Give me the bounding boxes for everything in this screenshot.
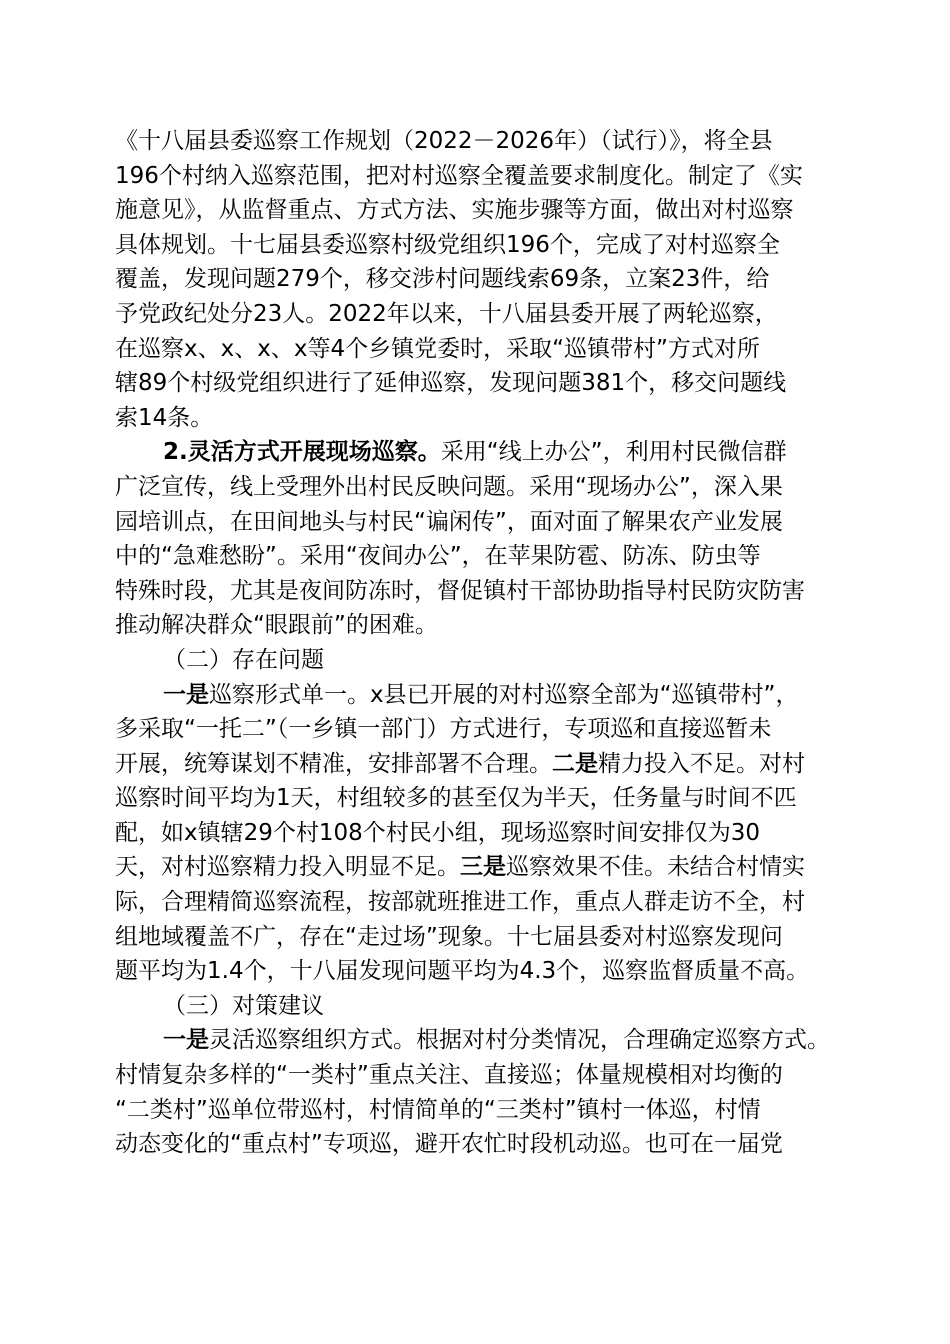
paragraph-start-line xyxy=(115,678,843,713)
text-line: 组地域覆盖不广，存在“走过场”现象。十七届县委对村巡察发现问 xyxy=(115,923,783,950)
bold-lead-text: 一是 xyxy=(163,681,209,708)
text-line: 具体规划。十七届县委巡察村级党组织196个，完成了对村巡察全 xyxy=(115,231,780,258)
bold-lead-text: 一是 xyxy=(163,1027,209,1054)
text-line: 中的“急难愁盼”。采用“夜间办公”，在苹果防雹、防冻、防虫等 xyxy=(115,543,761,570)
section-heading: （三）对策建议 xyxy=(163,992,324,1019)
section-heading: （二）存在问题 xyxy=(163,646,324,673)
text-line xyxy=(115,850,843,885)
bold-lead-text: 三是 xyxy=(460,854,506,881)
text-line: 覆盖，发现问题279个，移交涉村问题线索69条，立案23件，给 xyxy=(115,266,770,293)
text-line: 巡察时间平均为1天，村组较多的甚至仅为半天，任务量与时间不匹 xyxy=(115,785,797,812)
text-line: 题平均为1.4个，十八届发现问题平均为4.3个，巡察监督质量不高。 xyxy=(115,958,810,985)
text-line xyxy=(115,747,843,782)
line-rest-text: 灵活巡察组织方式。根据对村分类情况，合理确定巡察方式。 xyxy=(209,1027,830,1054)
line-rest-text: 巡察形式单一。x县已开展的对村巡察全部为“巡镇带村”， xyxy=(209,681,799,708)
text-line: 辖89个村级党组织进行了延伸巡察，发现问题381个，移交问题线 xyxy=(115,370,787,397)
text-line: 特殊时段，尤其是夜间防冻时，督促镇村干部协助指导村民防灾防害 xyxy=(115,577,805,604)
line-rest-text: 巡察效果不佳。未结合村情实 xyxy=(506,854,805,881)
text-line: 际，合理精简巡察流程，按部就班推进工作，重点人群走访不全，村 xyxy=(115,889,805,916)
text-line: 予党政纪处分23人。2022年以来，十八届县委开展了两轮巡察， xyxy=(115,300,778,327)
text-line: 村情复杂多样的“一类村”重点关注、直接巡；体量规模相对均衡的 xyxy=(115,1062,783,1089)
line-pre-text: 天，对村巡察精力投入明显不足。 xyxy=(115,854,460,881)
text-line: 园培训点，在田间地头与村民“谝闲传”，面对面了解果农产业发展 xyxy=(115,508,783,535)
text-line: 动态变化的“重点村”专项巡，避开农忙时段机动巡。也可在一届党 xyxy=(115,1131,783,1158)
line-rest-text: 精力投入不足。对村 xyxy=(598,750,805,777)
text-line: “二类村”巡单位带巡村，村情简单的“三类村”镇村一体巡，村情 xyxy=(115,1096,761,1123)
text-line: 广泛宣传，线上受理外出村民反映问题。采用“现场办公”，深入果 xyxy=(115,473,783,500)
text-line: 推动解决群众“眼跟前”的困难。 xyxy=(115,612,438,639)
bold-lead-text: 二是 xyxy=(552,750,598,777)
paragraph-start-line xyxy=(115,1023,843,1058)
line-pre-text: 开展，统筹谋划不精准，安排部署不合理。 xyxy=(115,750,552,777)
text-line: 196个村纳入巡察范围，把对村巡察全覆盖要求制度化。制定了《实 xyxy=(115,162,803,189)
paragraph-start-line xyxy=(115,435,843,470)
text-line: 配，如x镇辖29个村108个村民小组，现场巡察时间安排仅为30 xyxy=(115,819,761,846)
line-rest-text: 采用“线上办公”，利用村民微信群 xyxy=(440,439,787,466)
text-line: 《十八届县委巡察工作规划（2022－2026年）（试行）》，将全县 xyxy=(115,128,773,154)
bold-lead-text: 2.灵活方式开展现场巡察。 xyxy=(163,439,441,466)
text-line: 多采取“一托二”（一乡镇一部门）方式进行，专项巡和直接巡暂未 xyxy=(115,716,772,743)
text-line: 在巡察x、x、x、x等4个乡镇党委时，采取“巡镇带村”方式对所 xyxy=(115,335,760,362)
text-line: 施意见》，从监督重点、方式方法、实施步骤等方面，做出对村巡察 xyxy=(115,197,794,224)
text-line: 索14条。 xyxy=(115,404,214,431)
document-body xyxy=(115,124,843,1162)
